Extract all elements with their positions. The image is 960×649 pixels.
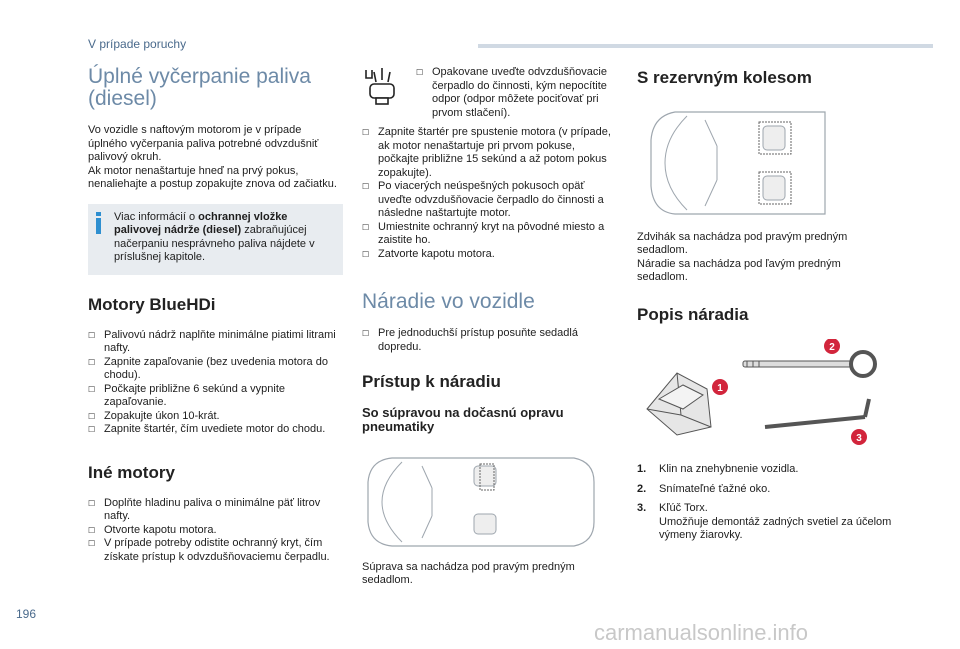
restart-steps — [362, 126, 617, 261]
car-diagram-spare — [647, 108, 827, 218]
list-item: ☐ Otvorte kapotu motora. — [88, 524, 343, 538]
callout-1 — [712, 379, 728, 395]
page-number: 196 — [16, 607, 37, 621]
heading-tools-in-vehicle: Náradie vo vozidle — [362, 290, 535, 313]
column-middle — [362, 66, 617, 588]
list-item: 1. Klin na znehybnenie vozidla. — [637, 463, 799, 475]
heading-fuel-exhaustion: Úplné vyčerpanie paliva (diesel) — [88, 65, 311, 110]
car-diagram-kit — [362, 452, 600, 552]
column-right — [637, 66, 892, 549]
list-item: ☐ Zapnite štartér pre spustenie motora (v prípade, ak motor nenaštartuje pri prvom pokuse, počkajte približne 15 sekúnd a až potom pokus zopakujte). — [362, 126, 617, 180]
spare-caption-1: Zdvihák sa nachádza pod pravým predným sedadlom. — [637, 230, 848, 256]
list-item: ☐ Doplňte hladinu paliva o minimálne päť litrov nafty. — [88, 497, 343, 524]
heading-tool-access: Prístup k náradiu — [362, 372, 501, 391]
fuel-intro-2: Ak motor nenaštartuje hneď na prvý pokus, nenaliehajte a postup zopakujte znova od začiatku. — [88, 164, 337, 190]
info-link-text: ochrannej vložke palivovej nádrže (diesel) — [114, 210, 288, 236]
info-text: Viac informácií o ochrannej vložke palivovej nádrže (diesel) zabraňujúcej načerpaniu nesprávneho paliva nájdete v príslušnej kapitole. — [114, 210, 315, 263]
list-item: ☐ Po viacerých neúspešných pokusoch opäť uveďte odvzdušňovacie čerpadlo do činnosti a následne naštartujte motor. — [362, 180, 617, 221]
list-item: ☐ Zapnite štartér, čím uvediete motor do chodu. — [88, 423, 343, 437]
spare-caption-2: Náradie sa nachádza pod ľavým predným sedadlom. — [637, 257, 841, 283]
list-item: ☐ Počkajte približne 6 sekúnd a vypnite zapaľovanie. — [88, 383, 343, 410]
list-item: ☐ Zatvorte kapotu motora. — [362, 248, 617, 262]
svg-text:3: 3 — [856, 432, 862, 444]
hand-pump-icon — [362, 66, 404, 106]
list-item: ☐ Umiestnite ochranný kryt na pôvodné miesto a zaistite ho. — [362, 221, 617, 248]
torx-key-icon — [765, 399, 869, 427]
column-left — [88, 66, 343, 564]
heading-bluehdi: Motory BlueHDi — [88, 294, 216, 314]
section-title: V prípade poruchy — [88, 37, 187, 51]
list-item: ☐ Opakovane uveďte odvzdušňovacie čerpadlo do činnosti, kým nepocítite odpor (odpor môžete pociťovať pri prvom stlačení). — [416, 66, 617, 120]
list-item: ☐ Pre jednoduchší prístup posuňte sedadlá dopredu. — [362, 327, 617, 354]
watermark: carmanualsonline.info — [594, 620, 809, 645]
list-item: 3. Kľúč Torx. Umožňuje demontáž zadných svetiel za účelom výmeny žiarovky. — [637, 502, 892, 541]
pump-step-row — [362, 66, 617, 120]
list-item: 2. Snímateľné ťažné oko. — [637, 482, 771, 495]
tools-illustration — [637, 339, 887, 449]
wheel-chock-icon — [647, 373, 711, 435]
fuel-intro-1: Vo vozidle s naftovým motorom je v prípade úplného vyčerpania paliva potrebné odvzdušniť palivový okruh. — [88, 124, 319, 163]
bluehdi-steps — [88, 329, 343, 437]
pump-step-list — [416, 66, 617, 120]
heading-other-engines: Iné motory — [88, 462, 175, 482]
tools-steps — [362, 327, 617, 354]
towing-eye-icon — [743, 352, 875, 376]
callout-3 — [851, 429, 867, 445]
heading-spare-wheel: S rezervným kolesom — [637, 68, 812, 87]
info-box — [88, 204, 343, 275]
list-item: ☐ Zopakujte úkon 10-krát. — [88, 410, 343, 424]
svg-text:2: 2 — [829, 341, 835, 353]
svg-text:1: 1 — [717, 382, 723, 394]
callout-2 — [824, 339, 840, 354]
info-icon — [94, 212, 103, 234]
kit-caption: Súprava sa nachádza pod pravým predným sedadlom. — [362, 560, 575, 586]
heading-repair-kit: So súpravou na dočasnú opravu pneumatiky — [362, 405, 564, 434]
tools-list — [637, 463, 892, 543]
list-item: ☐ Zapnite zapaľovanie (bez uvedenia motora do chodu). — [88, 356, 343, 383]
other-steps — [88, 497, 343, 565]
list-item: ☐ V prípade potreby odistite ochranný kryt, čím získate prístup k odvzdušňovaciemu čerpadlu. — [88, 537, 343, 564]
heading-tool-description: Popis náradia — [637, 304, 749, 324]
list-item: ☐ Palivovú nádrž naplňte minimálne piatimi litrami nafty. — [88, 329, 343, 356]
header-bar — [478, 44, 933, 48]
